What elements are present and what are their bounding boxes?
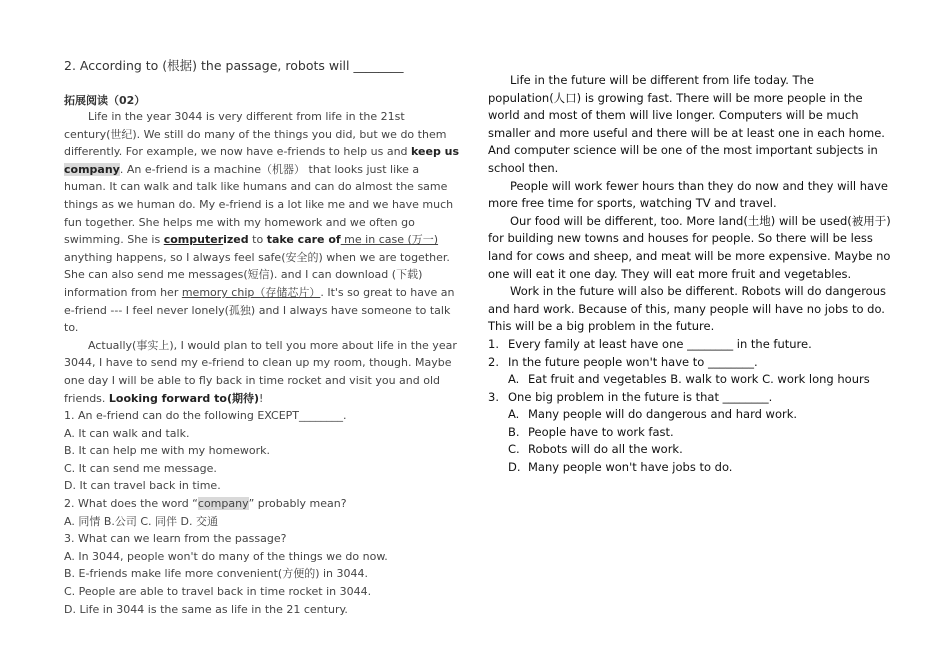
- right-q3-option-c: C. Robots will do all the work.: [508, 442, 683, 457]
- q3-option-d: D. Life in 3044 is the same as life in the 21 century.: [64, 602, 348, 616]
- right-paragraph-4: Work in the future will also be different. Robots will do dangerous and hard work. Because of this, many people will have no jobs to do. This will be a big problem in the future.: [488, 284, 886, 334]
- question-1: 1. An e-friend can do the following EXCEPT________.: [64, 409, 347, 423]
- right-q3-option-a: A. Many people will do dangerous and hard work.: [508, 407, 798, 422]
- right-q3-option-b: B. People have to work fast.: [508, 424, 674, 439]
- highlight-company: company: [64, 162, 120, 176]
- q3-option-a: A. In 3044, people won't do many of the things we do now.: [64, 549, 388, 563]
- right-question-3: 3. One big problem in the future is that ________.: [488, 389, 773, 404]
- right-paragraph-3: Our food will be different, too. More land(土地) will be used(被用于) for building new towns and houses for people. So there will be less land for cows and sheep, and meat will be more expensive. Maybe no one will eat it one day. They will eat more fruit and vegetables.: [488, 213, 891, 281]
- right-q3-option-d: D. Many people won't have jobs to do.: [508, 460, 733, 475]
- right-q2-options: A. Eat fruit and vegetables B. walk to work C. work long hours: [508, 372, 870, 387]
- top-question: 2. According to (根据) the passage, robots will ________: [64, 58, 404, 73]
- q1-option-c: C. It can send me message.: [64, 461, 217, 475]
- q3-option-b: B. E-friends make life more convenient(方便的) in 3044.: [64, 567, 368, 581]
- left-column: [64, 108, 464, 618]
- q1-option-a: A. It can walk and talk.: [64, 426, 190, 440]
- q2-options: A. 同情 B.公司 C. 同伴 D. 交通: [64, 514, 218, 528]
- q3-option-c: C. People are able to travel back in time rocket in 3044.: [64, 585, 372, 599]
- right-column: [488, 72, 893, 477]
- passage-paragraph-2: Actually(事实上), I would plan to tell you more about life in the year 3044, I have to send my e-friend to clean up my room, though. Maybe one day I will be able to fly back in time rocket and visit you and old friends. Looking forward to(期待)!: [64, 338, 457, 405]
- passage-paragraph-1: Life in the year 3044 is very different from life in the 21st century(世纪). We still do many of the things you did, but we do them differently. For example, we now have e-friends to help us and keep us company. An e-friend is a machine（机器） that looks just like a human. It can walk and talk like humans and can do almost the same things as we human do. My e-friend is a lot like me and we have much fun together. She helps me with my homework and we often go swimming. She is computerized to take care of me in case (万一) anything happens, so I always feel safe(安全的) when we are together. She can also send me messages(短信). and I can download (下载) information from her memory chip（存储芯片）. It's so great to have an e-friend --- I feel never lonely(孤独) and I always have someone to talk to.: [64, 110, 460, 335]
- section-title: 拓展阅读（02）: [64, 94, 146, 107]
- right-paragraph-1: Life in the future will be different from life today. The population(人口) is growing fast. There will be more people in the world and most of them will live longer. Computers will be much smaller and more useful and there will be at least one in each home. And computer science will be one of the most important subjects in school then.: [488, 73, 885, 175]
- q1-option-b: B. It can help me with my homework.: [64, 444, 270, 458]
- question-3: 3. What can we learn from the passage?: [64, 532, 287, 546]
- right-question-2: 2. In the future people won't have to ________.: [488, 354, 758, 369]
- right-paragraph-2: People will work fewer hours than they do now and they will have more free time for sports, watching TV and travel.: [488, 178, 888, 211]
- right-question-1: 1. Every family at least have one ________ in the future.: [488, 336, 812, 351]
- q1-option-d: D. It can travel back in time.: [64, 479, 221, 493]
- question-2: 2. What does the word “company” probably mean?: [64, 497, 347, 511]
